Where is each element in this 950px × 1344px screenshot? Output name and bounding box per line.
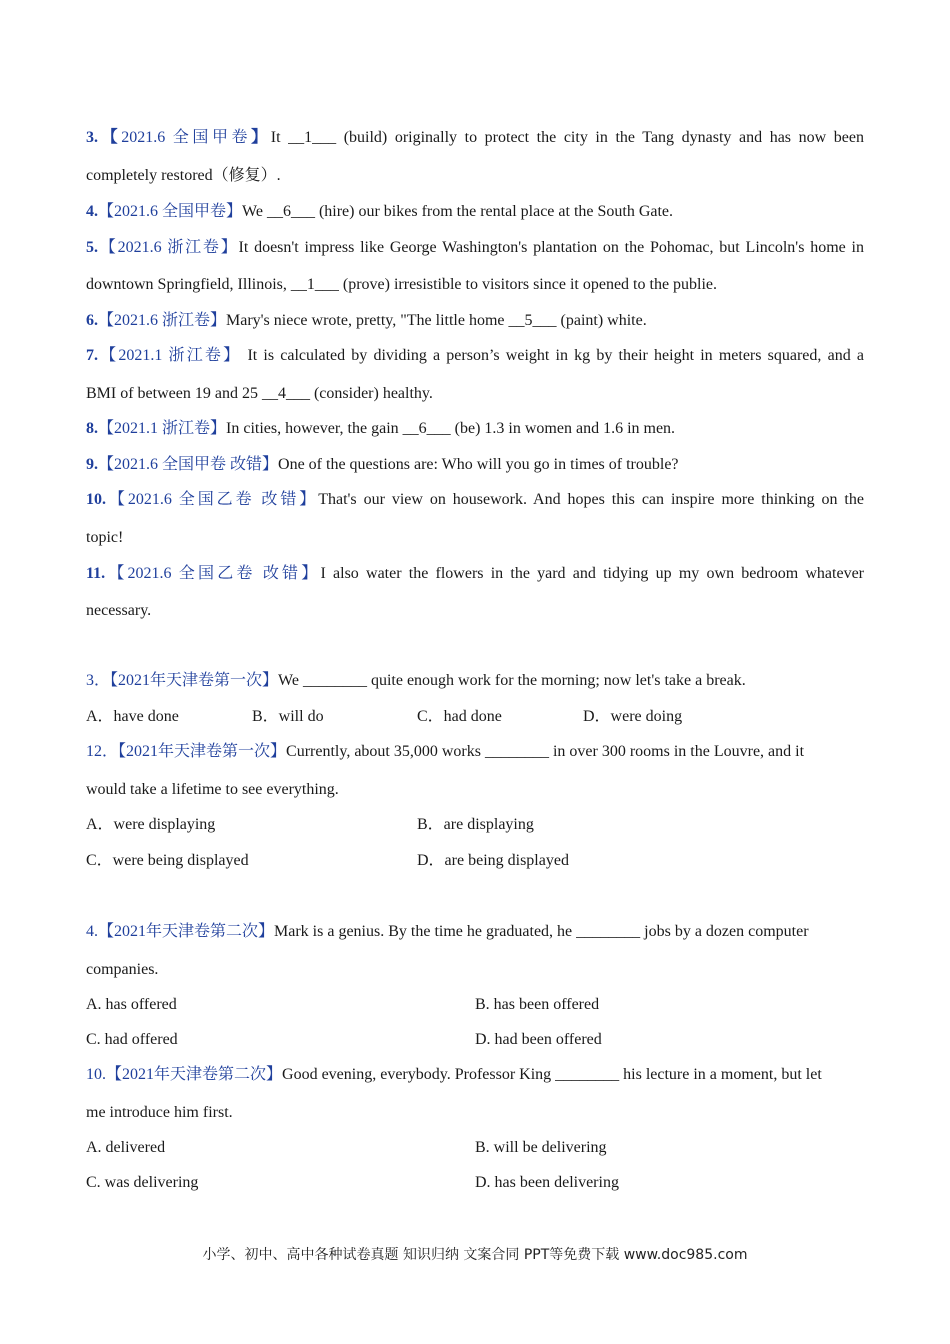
source-tag: 【2021年天津卷第一次】 xyxy=(110,672,279,689)
option-c: C．were being displayed xyxy=(86,852,249,869)
question-text: Mary's niece wrote, pretty, "The little home xyxy=(226,312,509,329)
question-6 xyxy=(86,311,864,331)
option-a: A. delivered xyxy=(86,1139,166,1156)
mc-question-3 xyxy=(86,671,864,691)
mc-question-10-line-2: me introduce him first. xyxy=(86,1104,233,1121)
question-number: 3． xyxy=(86,672,111,689)
option-c: C．had done xyxy=(417,708,502,725)
source-tag: 【2021.6 浙江卷】 xyxy=(98,239,239,256)
question-text: It is calculated by dividing a person’s weight in kg by their height in meters squared, and a xyxy=(241,347,864,364)
option-d: D. has been delivering xyxy=(475,1174,619,1191)
question-text: That's our view on housework. And hopes this can inspire more thinking on the xyxy=(318,491,864,508)
question-number: 7. xyxy=(86,347,98,364)
option-b: B．will do xyxy=(252,708,324,725)
question-text: (consider) healthy. xyxy=(309,385,433,402)
question-3-line-2: completely restored（修复）. xyxy=(86,167,281,184)
question-number: 11. xyxy=(86,565,106,582)
question-10-line-1 xyxy=(86,490,864,510)
source-tag: 2021.6 全国甲卷 xyxy=(121,129,252,146)
question-text: Mark is a genius. By the time he graduated, he ________ jobs by a dozen computer xyxy=(274,923,809,940)
question-number: 9. xyxy=(86,456,98,473)
answer-blank: __4___ xyxy=(261,385,310,402)
answer-blank: __6___ xyxy=(402,420,451,437)
option-c: C. had offered xyxy=(86,1031,178,1048)
answer-blank: __1___ xyxy=(288,129,337,146)
question-text: In cities, however, the gain xyxy=(226,420,403,437)
question-7-line-1 xyxy=(86,346,864,366)
answer-blank: __6___ xyxy=(266,203,315,220)
question-number: 10. xyxy=(86,491,106,508)
option-d: D．are being displayed xyxy=(417,852,569,869)
question-7-line-2 xyxy=(86,384,864,404)
source-tag: 【2021.6 浙江卷】 xyxy=(98,312,227,329)
question-text: I also water the flowers in the yard and tidying up my own bedroom whatever xyxy=(320,565,864,582)
question-4 xyxy=(86,202,864,222)
question-text: Good evening, everybody. Professor King ________ his lecture in a moment, but let xyxy=(282,1066,822,1083)
source-tag: 【2021年天津卷第二次】 xyxy=(98,923,275,940)
question-number: 4. xyxy=(86,203,98,220)
question-number: 10. xyxy=(86,1066,106,1083)
question-10-line-2: topic! xyxy=(86,529,124,546)
question-text: We ________ quite enough work for the morning; now let's take a break. xyxy=(278,672,746,689)
question-number: 5. xyxy=(86,239,98,256)
mc-question-4-line-1 xyxy=(86,922,864,942)
option-c: C. was delivering xyxy=(86,1174,199,1191)
answer-blank: __5___ xyxy=(508,312,557,329)
question-text: One of the questions are: Who will you go in times of trouble? xyxy=(278,456,679,473)
question-text: (paint) white. xyxy=(556,312,647,329)
question-11-line-1 xyxy=(86,564,864,584)
question-number: 8. xyxy=(86,420,98,437)
option-b: B．are displaying xyxy=(417,816,534,833)
mc-question-4-line-2: companies. xyxy=(86,961,159,978)
source-tag: 【2021.1 浙江卷】 xyxy=(98,420,227,437)
source-tag: 【2021.6 全国乙卷 改错】 xyxy=(106,491,319,508)
question-number: 12． xyxy=(86,743,119,760)
question-5-line-1 xyxy=(86,238,864,258)
question-text: It xyxy=(270,129,289,146)
source-tag: 【2021.6 全国乙卷 改错】 xyxy=(105,565,321,582)
option-b: B. has been offered xyxy=(475,996,600,1013)
question-text: (be) 1.3 in women and 1.6 in men. xyxy=(450,420,676,437)
option-d: D. had been offered xyxy=(475,1031,602,1048)
option-a: A. has offered xyxy=(86,996,177,1013)
question-text: Currently, about 35,000 works ________ in over 300 rooms in the Louvre, and it xyxy=(286,743,805,760)
option-b: B. will be delivering xyxy=(475,1139,607,1156)
mc-question-12-line-1 xyxy=(86,742,864,762)
answer-blank: __1___ xyxy=(290,276,339,293)
question-number: 4. xyxy=(86,923,98,940)
question-number: 6. xyxy=(86,312,98,329)
question-text: downtown Springfield, Illinois, xyxy=(86,276,291,293)
tag-bracket: 【 xyxy=(98,129,122,146)
question-text: It doesn't impress like George Washington's plantation on the Pohomac, but Lincoln's home in xyxy=(238,239,864,256)
question-3-line-1 xyxy=(86,128,864,148)
question-text: (prove) irresistible to visitors since it opened to the publie. xyxy=(338,276,718,293)
question-11-line-2: necessary. xyxy=(86,602,152,619)
question-8 xyxy=(86,419,864,439)
question-text: We xyxy=(242,203,267,220)
question-number: 3. xyxy=(86,129,98,146)
question-5-line-2 xyxy=(86,275,864,295)
source-tag: 【2021年天津卷第一次】 xyxy=(118,743,287,760)
question-9 xyxy=(86,455,864,475)
mc-question-10-line-1 xyxy=(86,1065,864,1085)
option-d: D．were doing xyxy=(583,708,683,725)
source-tag: 【2021.6 全国甲卷】 xyxy=(98,203,243,220)
question-text: (build) originally to protect the city in the Tang dynasty and has now been xyxy=(336,129,864,146)
source-tag: 【2021年天津卷第二次】 xyxy=(106,1066,283,1083)
question-text: (hire) our bikes from the rental place at the South Gate. xyxy=(314,203,674,220)
question-text: BMI of between 19 and 25 xyxy=(86,385,262,402)
page-footer: 小学、初中、高中各种试卷真题 知识归纳 文案合同 PPT等免费下载 www.doc985.com xyxy=(202,1247,748,1263)
mc-question-12-line-2: would take a lifetime to see everything. xyxy=(86,781,339,798)
tag-bracket: 】 xyxy=(251,129,271,146)
source-tag: 【2021.6 全国甲卷 改错】 xyxy=(98,456,279,473)
source-tag: 【2021.1 浙江卷】 xyxy=(98,347,242,364)
option-a: A．have done xyxy=(86,708,179,725)
option-a: A．were displaying xyxy=(86,816,216,833)
